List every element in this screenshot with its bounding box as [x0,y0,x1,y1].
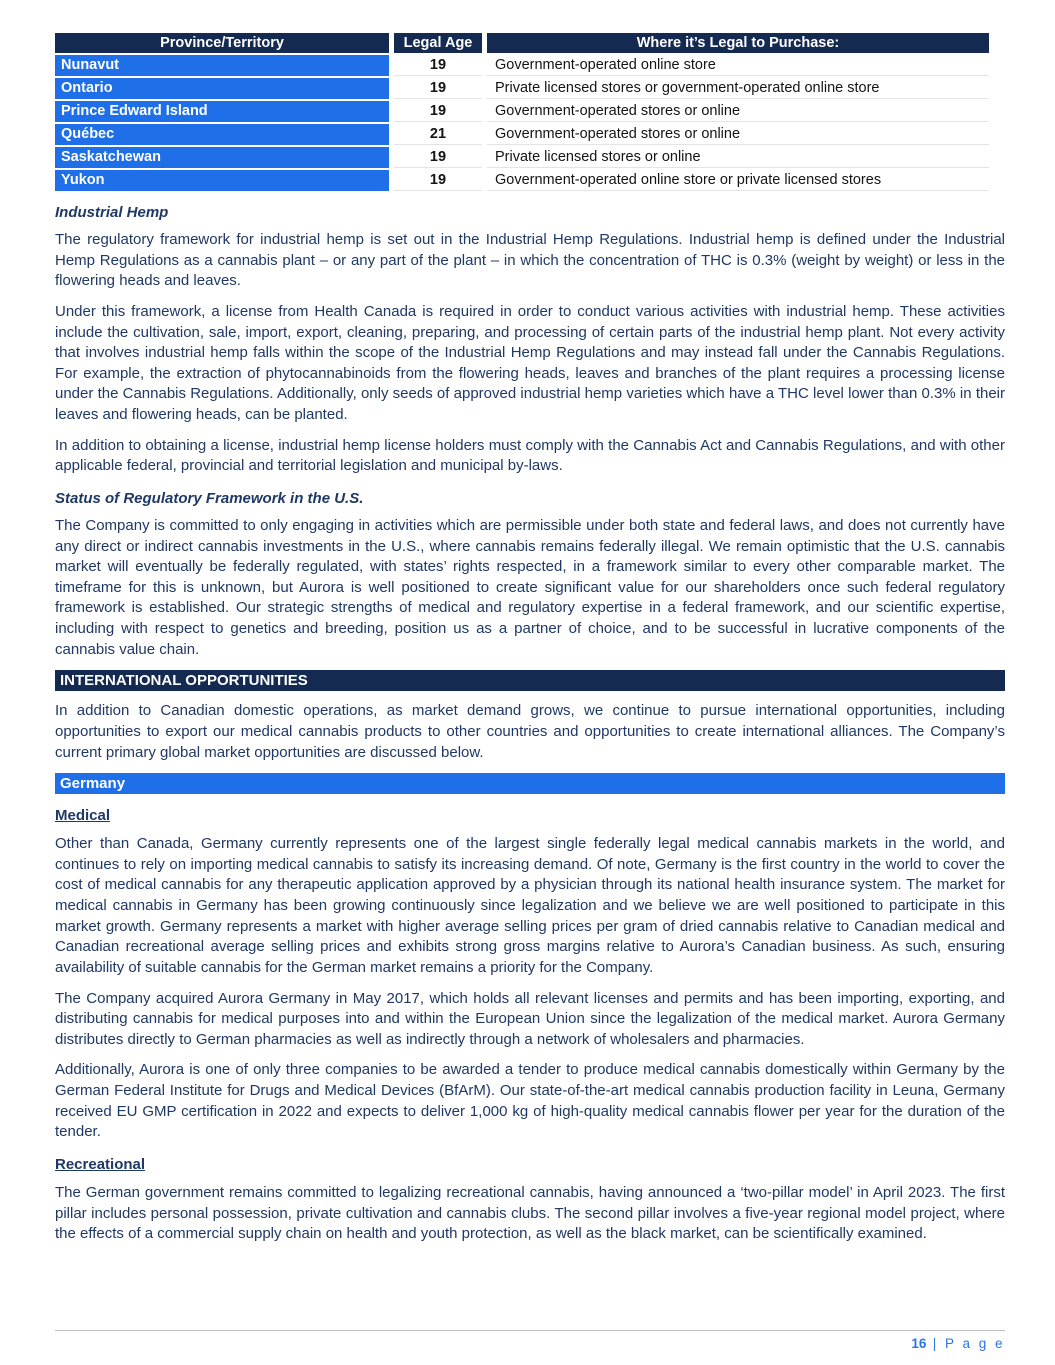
paragraph: The German government remains committed to legalizing recreational cannabis, having announced a ‘two-pillar model’ in April 2023. The first pillar includes personal possession, private cultivation and cannabis clubs. The second pillar involves a five-year regional model project, where the effects of a commercial supply chain on health and youth protection, as well as the black market, can be scientifically examined. [55,1183,1005,1243]
page-footer [55,1330,1005,1351]
purchase-cell: Government-operated stores or online [487,124,989,145]
purchase-cell: Government-operated stores or online [487,101,989,122]
table-header-province: Province/Territory [55,33,389,53]
paragraph: Under this framework, a license from Health Canada is required in order to conduct various activities with industrial hemp. These activities include the cultivation, sale, import, export, cleaning, preparing, and processing of certain parts of the industrial hemp plant. Not every activity that involves industrial hemp falls within the scope of the Industrial Hemp Regulations and may instead fall under the Cannabis Regulations. For example, the extraction of phytocannabinoids from the flowering heads, leaves and branches of the plant requires a processing license under the Cannabis Regulations. Additionally, only seeds of approved industrial hemp varieties which have a THC level lower than 0.3% in their leaves and flowering heads, can be planted. [55,302,1005,423]
page-number: 16 [911,1336,927,1351]
heading-us-framework: Status of Regulatory Framework in the U.S. [55,489,364,507]
paragraph: Other than Canada, Germany currently represents one of the largest single federally legal medical cannabis markets in the world, and continues to rely on importing medical cannabis to satisfy its increasing demand. Of note, Germany is the first country in the world to cover the cost of medical cannabis for any therapeutic application approved by a physician through its national health insurance system. The market for medical cannabis in Germany has been growing continuously since legalization and we believe we are well positioned to participate in this market growth. Germany represents a market with higher average selling prices per gram of dried cannabis relative to Canadian medical and Canadian recreational average selling prices and exhibits strong gross margins relative to Aurora’s Canadian business. As such, ensuring availability of suitable cannabis for the German market remains a priority for the Company. [55,835,1005,976]
province-cell: Ontario [55,78,389,99]
purchase-cell: Private licensed stores or online [487,147,989,168]
age-cell: 19 [394,55,482,76]
paragraph: Additionally, Aurora is one of only three companies to be awarded a tender to produce medical cannabis domestically within Germany by the German Federal Institute for Drugs and Medical Devices (BfArM). Our state-of-the-art medical cannabis production facility in Leuna, Germany received EU GMP certification in 2022 and expects to deliver 1,000 kg of high-quality medical cannabis flower per year for the duration of the tender. [55,1061,1005,1141]
paragraph: In addition to obtaining a license, industrial hemp license holders must comply with the Cannabis Act and Cannabis Regulations, and with other applicable federal, provincial and territorial legislation and municipal by-laws. [55,436,1005,475]
section-bar-international-opportunities: INTERNATIONAL OPPORTUNITIES [55,670,1005,691]
province-cell: Yukon [55,170,389,191]
legal-age-table [55,33,989,191]
paragraph: In addition to Canadian domestic operations, as market demand grows, we continue to pursue international opportunities, including opportunities to export our medical cannabis products to other countries and opportunities to create international alliances. The Company’s current primary global market opportunities are discussed below. [55,702,1005,761]
purchase-cell: Government-operated online store [487,55,989,76]
paragraph: The Company acquired Aurora Germany in May 2017, which holds all relevant licenses and permits and has been importing, exporting, and distributing cannabis for medical purposes into and within the European Union since the legalization of the medical market. Aurora Germany distributes directly to German pharmacies as well as indirectly through a network of wholesalers and pharmacies. [55,989,1005,1048]
age-cell: 19 [394,147,482,168]
province-cell: Nunavut [55,55,389,76]
page-label: | P a g e [926,1336,1005,1351]
paragraph: The Company is committed to only engaging in activities which are permissible under both state and federal laws, and does not currently have any direct or indirect cannabis investments in the U.S., where cannabis remains federally illegal. We remain optimistic that the U.S. cannabis market will eventually be federally regulated, with states’ rights respected, in a framework similar to every other comparable market. The timeframe for this is unknown, but Aurora is well positioned to create significant value for our shareholders once such federal regulatory framework is established. Our strategic strengths of medical and regulatory expertise in a federal framework, and our scientific expertise, including with respect to genetics and breeding, position us as a partner of choice, and to be successful in lucrative components of the cannabis value chain. [55,516,1005,658]
age-cell: 19 [394,170,482,191]
province-cell: Québec [55,124,389,145]
table-header-purchase: Where it’s Legal to Purchase: [487,33,989,53]
heading-industrial-hemp: Industrial Hemp [55,204,169,221]
heading-medical: Medical [55,807,111,825]
age-cell: 19 [394,78,482,99]
province-cell: Saskatchewan [55,147,389,168]
purchase-cell: Private licensed stores or government-operated online store [487,78,989,99]
table-header-age: Legal Age [394,33,482,53]
heading-recreational: Recreational [55,1155,146,1173]
province-cell: Prince Edward Island [55,101,389,122]
age-cell: 21 [394,124,482,145]
paragraph: The regulatory framework for industrial hemp is set out in the Industrial Hemp Regulations. Industrial hemp is defined under the Industrial Hemp Regulations as a cannabis plant – or any part of the plant – in which the concentration of THC is 0.3% (weight by weight) or less in the flowering heads and leaves. [55,231,1005,290]
section-bar-germany: Germany [55,773,1005,794]
age-cell: 19 [394,101,482,122]
purchase-cell: Government-operated online store or private licensed stores [487,170,989,191]
